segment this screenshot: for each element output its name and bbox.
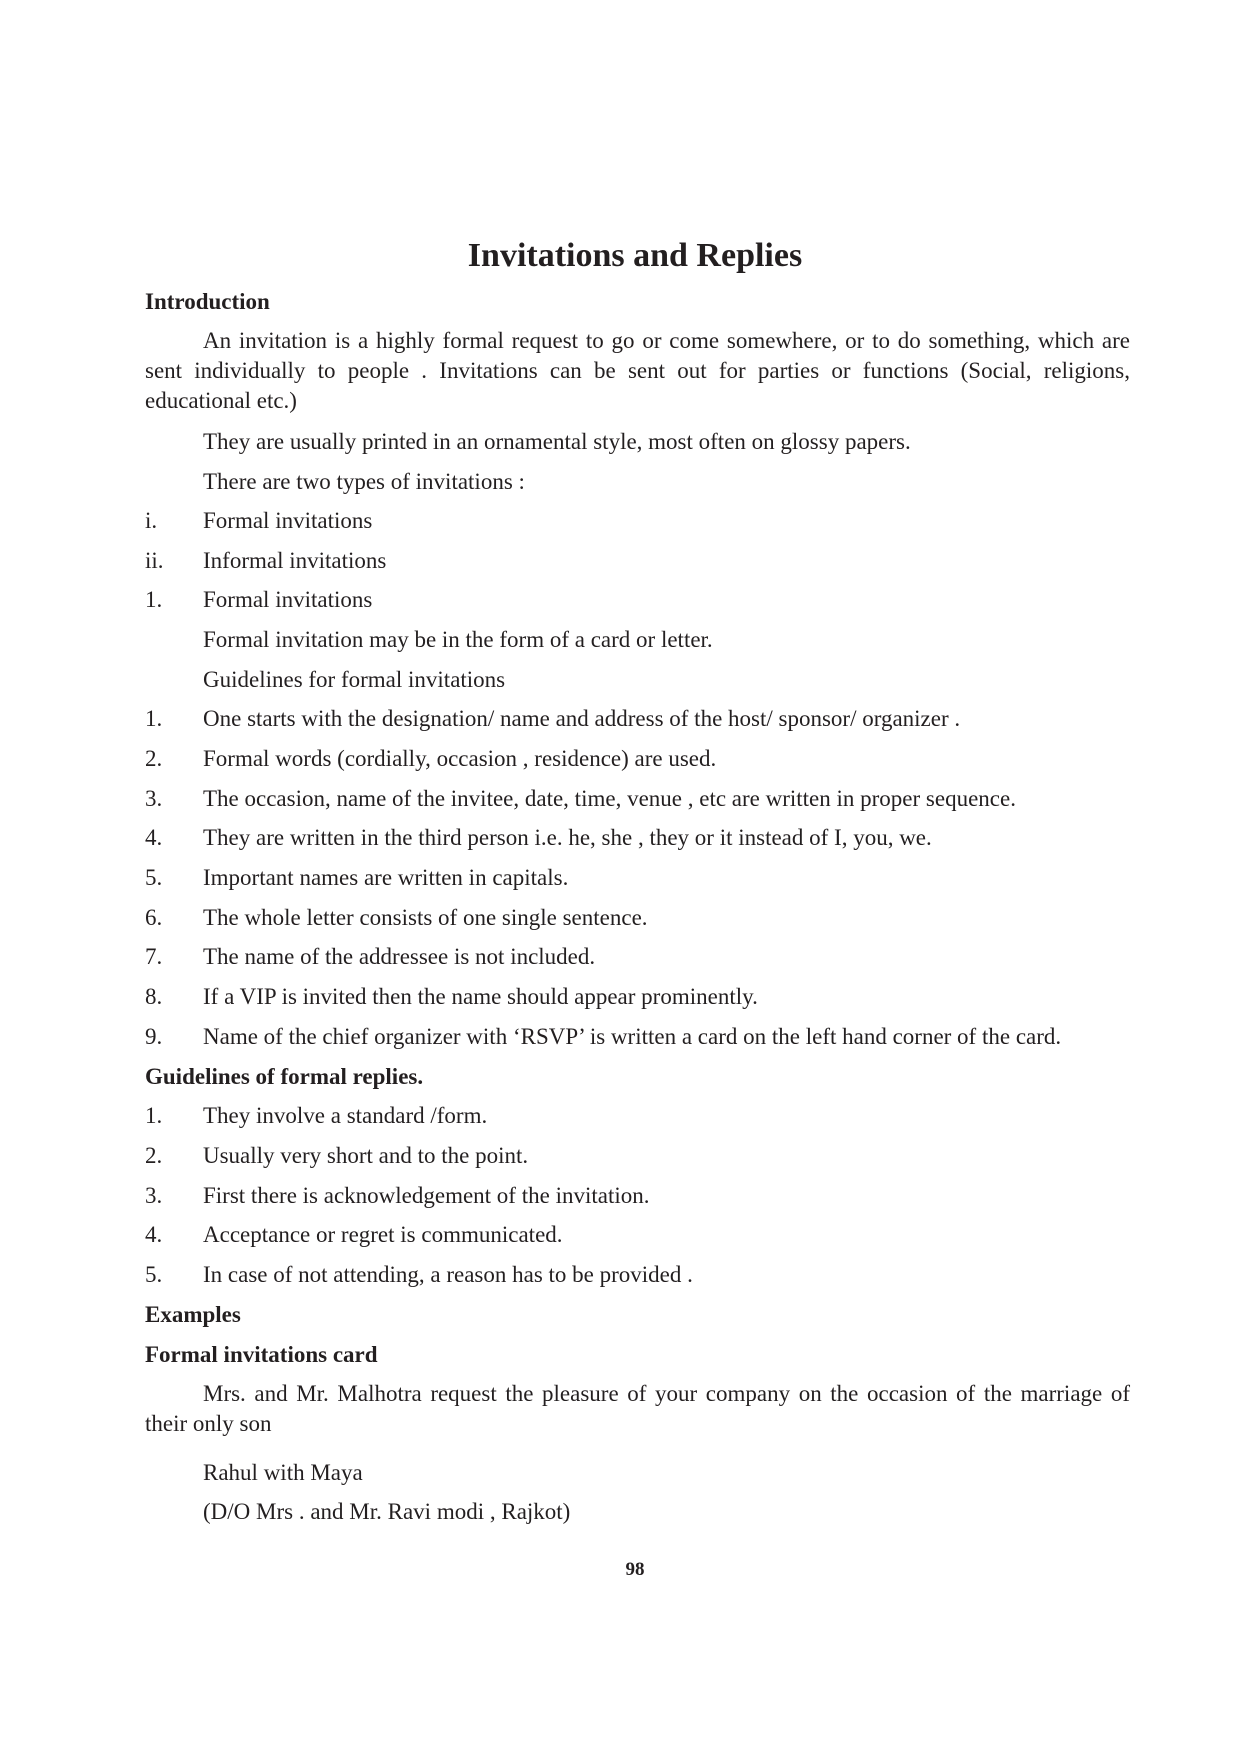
item-number: 5. [145, 1262, 163, 1287]
item-number: 9. [145, 1024, 163, 1049]
page-title: Invitations and Replies [467, 237, 803, 274]
item-number: 3. [145, 1183, 163, 1208]
item-number: 1. [145, 587, 163, 612]
item-text: In case of not attending, a reason has to be provided . [203, 1262, 693, 1287]
item-text: Informal invitations [203, 548, 387, 573]
item-text: The whole letter consists of one single sentence. [203, 905, 648, 930]
item-number: 2. [145, 1143, 163, 1168]
item-number: 3. [145, 786, 163, 811]
card-paragraph: Mrs. and Mr. Malhotra request the pleasure of your company on the occasion of the marriage of their only son [145, 1381, 1130, 1436]
item-number: 5. [145, 865, 163, 890]
item-text: They involve a standard /form. [203, 1103, 488, 1128]
item-number: 1. [145, 1103, 163, 1128]
item-number: 2. [145, 746, 163, 771]
item-text: Important names are written in capitals. [203, 865, 569, 890]
item-number: 6. [145, 905, 163, 930]
formal-form-text: Formal invitation may be in the form of a card or letter. [203, 627, 713, 652]
card-parents-text: (D/O Mrs . and Mr. Ravi modi , Rajkot) [203, 1499, 571, 1524]
item-number: 4. [145, 825, 163, 850]
item-text: Formal invitations [203, 508, 373, 533]
item-text: If a VIP is invited then the name should appear prominently. [203, 984, 758, 1009]
item-number: 1. [145, 706, 163, 731]
item-number: 8. [145, 984, 163, 1009]
item-number: 4. [145, 1222, 163, 1247]
card-heading: Formal invitations card [145, 1342, 378, 1367]
examples-heading: Examples [145, 1302, 241, 1327]
item-text: The occasion, name of the invitee, date, time, venue , etc are written in proper sequence. [203, 786, 1016, 811]
replies-heading: Guidelines of formal replies. [145, 1064, 424, 1089]
item-text: First there is acknowledgement of the invitation. [203, 1183, 650, 1208]
item-text: Usually very short and to the point. [203, 1143, 529, 1168]
item-text: Formal invitations [203, 587, 373, 612]
intro-paragraph: An invitation is a highly formal request to go or come somewhere, or to do something, which are sent individually to people . Invitations can be sent out for parties or functions (Social, religions, educational etc.) [145, 328, 1130, 413]
printed-style-text: They are usually printed in an ornamental style, most often on glossy papers. [203, 429, 911, 454]
item-text: The name of the addressee is not included. [203, 944, 596, 969]
card-couple-text: Rahul with Maya [203, 1460, 363, 1485]
item-text: Name of the chief organizer with ‘RSVP’ is written a card on the left hand corner of the card. [203, 1024, 1062, 1049]
item-text: They are written in the third person i.e. he, she , they or it instead of I, you, we. [203, 825, 932, 850]
item-number: ii. [145, 548, 164, 573]
page-number: 98 [625, 1559, 645, 1580]
types-intro-text: There are two types of invitations : [203, 469, 525, 494]
item-text: Formal words (cordially, occasion , residence) are used. [203, 746, 717, 771]
item-text: One starts with the designation/ name and address of the host/ sponsor/ organizer . [203, 706, 961, 731]
guidelines-intro-text: Guidelines for formal invitations [203, 667, 506, 692]
item-number: 7. [145, 944, 163, 969]
introduction-heading: Introduction [145, 289, 270, 314]
item-number: i. [145, 508, 158, 533]
item-text: Acceptance or regret is communicated. [203, 1222, 563, 1247]
